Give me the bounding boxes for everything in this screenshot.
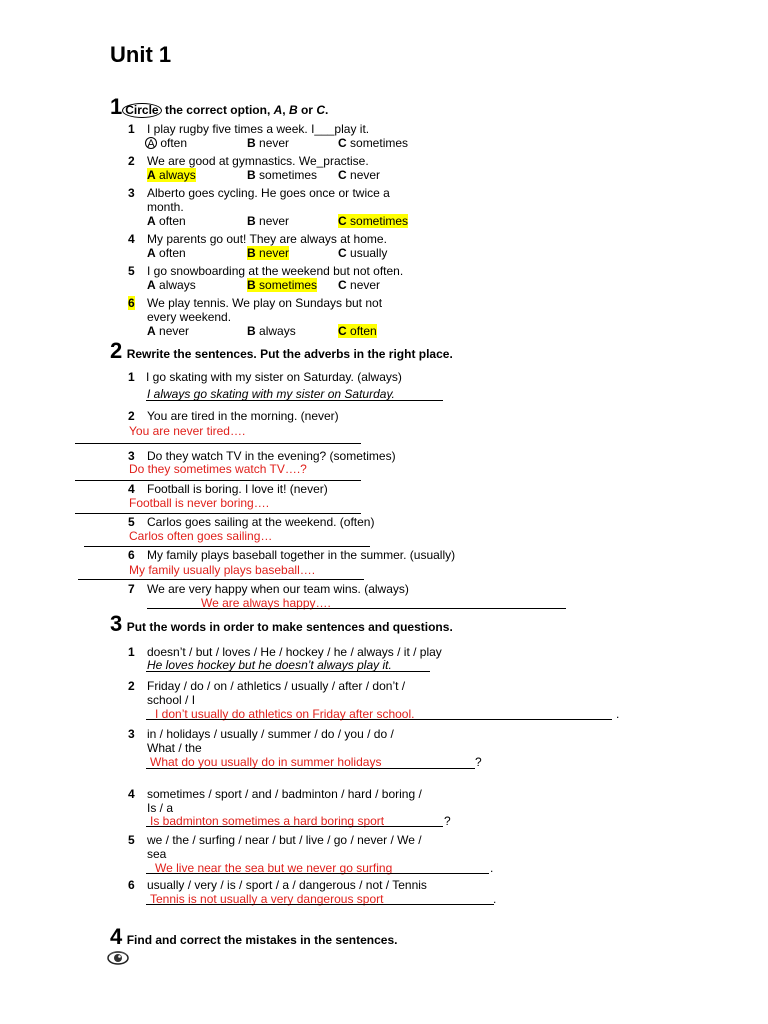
ex2-item-6-question: My family plays baseball together in the summer. (usually) xyxy=(147,548,456,562)
answer-line xyxy=(78,579,364,580)
ex1-item-3-question-line1: Alberto goes cycling. He goes once or twice a xyxy=(147,186,390,200)
ex1-item-5-option-b[interactable]: B sometimes xyxy=(247,278,318,292)
ex3-item-3-answer[interactable]: What do you usually do in summer holidays xyxy=(150,755,382,769)
ex2-item-5-number: 5 xyxy=(128,515,135,529)
ex3-item-4-number: 4 xyxy=(128,787,135,801)
answer-line xyxy=(146,768,475,769)
ex1-item-4-question: My parents go out! They are always at home. xyxy=(147,232,387,246)
ex2-item-4-number: 4 xyxy=(128,482,135,496)
ex1-item-3-number: 3 xyxy=(128,186,135,200)
ex1-item-6-option-c[interactable]: C often xyxy=(338,324,377,338)
ex1-item-2-number: 2 xyxy=(128,154,135,168)
ex2-item-3-question: Do they watch TV in the evening? (sometimes) xyxy=(147,449,396,463)
answer-line xyxy=(146,671,430,672)
ex3-item-1-answer[interactable]: He loves hockey but he doesn’t always play it. xyxy=(147,658,392,672)
ex1-item-4-number: 4 xyxy=(128,232,135,246)
ex3-item-5-words-line1: we / the / surfing / near / but / live / go / never / We / xyxy=(147,833,422,847)
ex2-item-7-number: 7 xyxy=(128,582,135,596)
ex2-item-1-question: I go skating with my sister on Saturday. (always) xyxy=(146,370,402,384)
page-title: Unit 1 xyxy=(110,42,172,67)
ex1-item-3-option-c[interactable]: C sometimes xyxy=(338,214,409,228)
ex3-item-4-words-line1: sometimes / sport / and / badminton / hard / boring / xyxy=(147,787,422,801)
answer-line xyxy=(75,513,361,514)
ex3-item-5-answer[interactable]: We live near the sea but we never go surfing xyxy=(155,861,393,875)
ex1-item-4-option-a[interactable]: A often xyxy=(147,246,186,260)
ex1-item-6-question-line2: every weekend. xyxy=(147,310,232,324)
exercise-1-heading: 1 Circle the correct option, A, B or C. xyxy=(110,94,329,119)
answer-line xyxy=(75,443,361,444)
exercise-4-heading: 4 Find and correct the mistakes in the sentences. xyxy=(110,924,398,949)
answer-line xyxy=(75,480,361,481)
answer-line xyxy=(146,400,443,401)
ex1-item-6-option-b[interactable]: B always xyxy=(247,324,296,338)
exercise-2-heading: 2 Rewrite the sentences. Put the adverbs in the right place. xyxy=(110,338,453,363)
answer-line xyxy=(146,904,494,905)
ex3-item-4-answer[interactable]: Is badminton sometimes a hard boring sport xyxy=(150,814,385,828)
ex1-item-5-question: I go snowboarding at the weekend but not often. xyxy=(147,264,404,278)
ex3-item-5-number: 5 xyxy=(128,833,135,847)
ex3-item-5-end: . xyxy=(490,861,494,875)
ex3-item-3-end: ? xyxy=(475,755,482,769)
ex1-item-4-option-c[interactable]: C usually xyxy=(338,246,388,260)
answer-line xyxy=(84,546,370,547)
answer-line xyxy=(146,719,612,720)
ex1-item-2-option-c[interactable]: C never xyxy=(338,168,381,182)
ex3-item-4-end: ? xyxy=(444,814,451,828)
answer-line xyxy=(146,826,443,827)
ex2-item-2-answer[interactable]: You are never tired…. xyxy=(129,424,246,438)
ex1-item-2-option-a[interactable]: A always xyxy=(147,168,196,182)
ex1-item-3-option-a[interactable]: A often xyxy=(147,214,186,228)
ex2-item-4-answer[interactable]: Football is never boring…. xyxy=(129,496,270,510)
ex3-item-6-answer[interactable]: Tennis is not usually a very dangerous sport xyxy=(150,892,384,906)
ex1-item-3-option-b[interactable]: B never xyxy=(247,214,290,228)
exercise-1-number: 1 xyxy=(110,94,123,119)
ex1-item-6-number: 6 xyxy=(128,296,135,310)
ex2-item-1-answer[interactable]: I always go skating with my sister on Saturday. xyxy=(147,387,395,401)
ex1-item-1-option-c[interactable]: C sometimes xyxy=(338,136,409,150)
ex3-item-2-number: 2 xyxy=(128,679,135,693)
ex1-item-6-option-a[interactable]: A never xyxy=(147,324,190,338)
exercise-3-heading: 3 Put the words in order to make sentences and questions. xyxy=(110,611,453,636)
ex3-item-1-words: doesn’t / but / loves / He / hockey / he / always / it / play xyxy=(147,645,442,659)
ex3-item-2-answer[interactable]: I don’t usually do athletics on Friday after school. xyxy=(155,707,415,721)
ex2-item-2-number: 2 xyxy=(128,409,135,423)
ex1-item-3-question-line2: month. xyxy=(147,200,184,214)
ex1-item-1-question: I play rugby five times a week. I___play it. xyxy=(147,122,370,136)
ex2-item-1-number: 1 xyxy=(128,370,135,384)
ex2-item-6-number: 6 xyxy=(128,548,135,562)
ex2-item-7-question: We are very happy when our team wins. (always) xyxy=(147,582,409,596)
ex3-item-5-words-line2: sea xyxy=(147,847,167,861)
ex3-item-6-number: 6 xyxy=(128,878,135,892)
ex2-item-2-question: You are tired in the morning. (never) xyxy=(147,409,339,423)
ex1-item-6-question-line1: We play tennis. We play on Sundays but not xyxy=(147,296,383,310)
ex3-item-1-number: 1 xyxy=(128,645,135,659)
answer-circle: A xyxy=(145,137,157,149)
ex2-item-5-question: Carlos goes sailing at the weekend. (often) xyxy=(147,515,375,529)
ex1-item-5-number: 5 xyxy=(128,264,135,278)
ex3-item-6-words: usually / very / is / sport / a / dangerous / not / Tennis xyxy=(147,878,427,892)
ex2-item-4-question: Football is boring. I love it! (never) xyxy=(147,482,328,496)
ex3-item-3-words-line1: in / holidays / usually / summer / do / you / do / xyxy=(147,727,394,741)
circle-word: Circle xyxy=(122,103,161,118)
ex2-item-5-answer[interactable]: Carlos often goes sailing… xyxy=(129,529,273,543)
ex3-item-2-words-line2: school / I xyxy=(147,693,196,707)
ex1-item-5-option-c[interactable]: C never xyxy=(338,278,381,292)
ex1-item-5-option-a[interactable]: A always xyxy=(147,278,196,292)
ex3-item-2-words-line1: Friday / do / on / athletics / usually / after / don’t / xyxy=(147,679,406,693)
ex2-item-3-answer[interactable]: Do they sometimes watch TV….? xyxy=(129,462,307,476)
ex2-item-3-number: 3 xyxy=(128,449,135,463)
ex1-item-2-option-b[interactable]: B sometimes xyxy=(247,168,318,182)
ex1-item-1-option-b[interactable]: B never xyxy=(247,136,290,150)
ex1-item-1-option-a[interactable]: A often xyxy=(145,136,187,150)
ex3-item-3-words-line2: What / the xyxy=(147,741,202,755)
ex1-item-1: 1 xyxy=(128,122,135,136)
ex2-item-6-answer[interactable]: My family usually plays baseball…. xyxy=(129,563,316,577)
ex3-item-4-words-line2: Is / a xyxy=(147,801,174,815)
ex3-item-3-number: 3 xyxy=(128,727,135,741)
answer-line xyxy=(146,873,489,874)
eye-icon xyxy=(107,950,129,966)
ex1-item-2-question: We are good at gymnastics. We_practise. xyxy=(147,154,369,168)
ex1-item-4-option-b[interactable]: B never xyxy=(247,246,290,260)
answer-line xyxy=(147,608,566,609)
ex3-item-6-end: . xyxy=(493,892,497,906)
ex3-item-2-end: . xyxy=(616,707,620,721)
ex2-item-7-answer[interactable]: We are always happy…. xyxy=(201,596,331,610)
